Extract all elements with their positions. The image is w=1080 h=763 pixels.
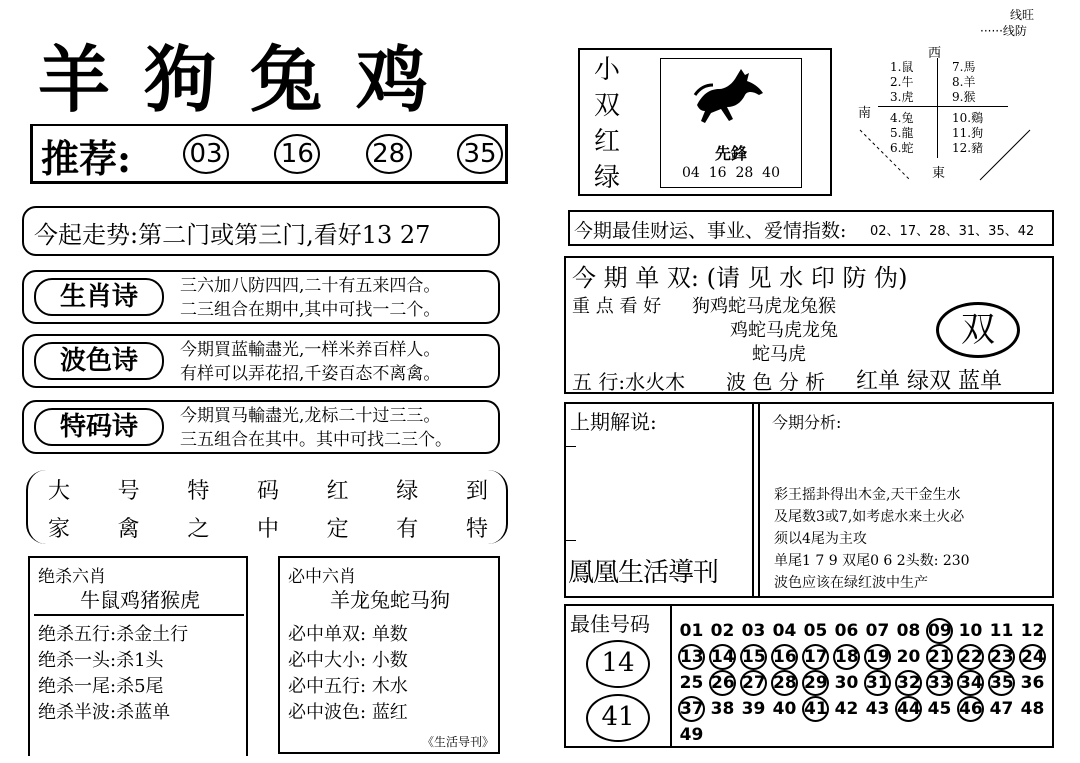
number-cell: 28 xyxy=(771,670,798,696)
number-cell: 42 xyxy=(834,699,859,719)
recommend-number: 16 xyxy=(274,134,320,174)
poem-lines xyxy=(180,274,440,322)
zodiac-item: 5.龍 xyxy=(890,126,914,140)
poem-line: 三五组合在其中。其中可找二三个。 xyxy=(180,430,452,450)
compass-west: 西 xyxy=(928,46,942,61)
zodiac-item: 11.狗 xyxy=(952,126,984,140)
number-cell: 44 xyxy=(895,696,922,722)
number-cell: 19 xyxy=(864,644,891,670)
zodiac-item: 2.牛 xyxy=(890,75,914,89)
slogan-char: 中 xyxy=(256,517,279,542)
must-box xyxy=(278,556,500,754)
number-cell: 30 xyxy=(834,673,859,693)
slogan-char: 号 xyxy=(117,479,140,504)
divider xyxy=(566,540,576,541)
slogan-char: 有 xyxy=(396,517,419,542)
number-cell: 22 xyxy=(957,644,984,670)
xiao-inner xyxy=(660,58,802,188)
analysis-line: 波色应该在绿红波中生产 xyxy=(774,575,928,591)
analysis-text xyxy=(774,484,970,594)
poem-box-special xyxy=(22,400,500,454)
slogan-char: 大 xyxy=(48,479,71,504)
number-cell: 18 xyxy=(833,644,860,670)
recommend-label: 推荐: xyxy=(41,136,132,181)
zodiac-item: 1.鼠 xyxy=(890,60,914,74)
kill-title: 绝杀六肖 xyxy=(38,567,106,587)
must-rows xyxy=(288,622,408,726)
compass xyxy=(840,40,1040,200)
poem-line: 有样可以弄花招,千姿百态不离禽。 xyxy=(180,364,441,384)
fortune-label: 今期最佳财运、事业、爱情指数: xyxy=(574,220,847,242)
number-cell: 14 xyxy=(709,644,736,670)
poem-lines xyxy=(180,404,452,452)
sd-focus-label: 重 点 看 好 xyxy=(572,296,662,317)
number-cell: 41 xyxy=(802,696,829,722)
number-cell: 46 xyxy=(957,696,984,722)
divider xyxy=(34,614,244,616)
number-cell: 15 xyxy=(740,644,767,670)
number-cell: 33 xyxy=(926,670,953,696)
must-footer: 《生活导刊》 xyxy=(421,735,494,749)
analysis-box xyxy=(564,402,1054,598)
recommend-frame xyxy=(30,124,508,184)
must-row: 必中五行: 木水 xyxy=(288,676,408,697)
sd-line2: 鸡蛇马虎龙兔 xyxy=(730,320,838,341)
number-cell: 49 xyxy=(679,725,704,744)
number-cell: 32 xyxy=(895,670,922,696)
number-cell: 09 xyxy=(926,618,953,644)
number-cell: 35 xyxy=(988,670,1015,696)
sd-wave-label: 波 色 分 析 xyxy=(726,370,826,394)
trend-box xyxy=(22,206,500,256)
slogan-char: 禽 xyxy=(117,517,140,542)
number-cell: 04 xyxy=(772,621,797,641)
fortune-box xyxy=(568,210,1054,246)
slogan-char: 红 xyxy=(326,479,349,504)
divider xyxy=(566,446,576,447)
xiao-char: 红 xyxy=(594,127,621,157)
number-cell: 27 xyxy=(740,670,767,696)
sd-line3: 蛇马虎 xyxy=(752,344,806,365)
corner-top2: ······线防 xyxy=(980,24,1027,38)
kill-row: 绝杀一尾:杀5尾 xyxy=(38,676,164,697)
xiao-side xyxy=(594,52,620,196)
compass-diagonals xyxy=(840,40,1040,200)
compass-east: 東 xyxy=(932,166,946,181)
xiao-char: 小 xyxy=(594,55,621,85)
poem-label: 特码诗 xyxy=(34,408,164,446)
trend-text: 今起走势:第二门或第三门,看好13 27 xyxy=(34,221,431,249)
sd-badge: 双 xyxy=(936,302,1020,358)
xiao-caption: 先鋒 xyxy=(714,144,747,163)
number-cell: 05 xyxy=(803,621,828,641)
kill-rows xyxy=(38,622,188,726)
xiao-char: 双 xyxy=(594,91,621,121)
sd-line1: 狗鸡蛇马虎龙兔猴 xyxy=(692,296,836,317)
must-animals: 羊龙兔蛇马狗 xyxy=(330,588,450,612)
zodiac-item: 3.虎 xyxy=(890,90,914,104)
number-cell: 24 xyxy=(1019,644,1046,670)
poem-lines xyxy=(180,338,440,386)
number-cell: 40 xyxy=(772,699,797,719)
number-cell: 37 xyxy=(678,696,705,722)
number-cell: 25 xyxy=(679,673,704,693)
number-cell: 38 xyxy=(710,699,735,719)
slogan-char: 特 xyxy=(465,517,488,542)
number-row xyxy=(676,644,1052,670)
number-cell: 13 xyxy=(678,644,705,670)
xiao-numbers: 04 16 28 40 xyxy=(682,165,780,181)
analysis-line: 彩王摇卦得出木金,天干金生水 xyxy=(774,487,961,503)
kill-row: 绝杀五行:杀金土行 xyxy=(38,624,189,645)
must-row: 必中大小: 小数 xyxy=(288,650,408,671)
zodiac-item: 9.猴 xyxy=(952,90,976,104)
this-label: 今期分析: xyxy=(772,413,842,432)
poem-box-color xyxy=(22,334,500,388)
brand-logo: 鳳凰生活導刊 xyxy=(568,558,719,588)
page-title: 羊狗兔鸡 xyxy=(38,37,463,122)
slogan-frame xyxy=(26,470,508,544)
number-cell: 03 xyxy=(741,621,766,641)
number-cell: 10 xyxy=(958,621,983,641)
number-cell: 29 xyxy=(802,670,829,696)
number-cell: 31 xyxy=(864,670,891,696)
compass-south: 南 xyxy=(858,106,872,121)
divider xyxy=(670,606,672,746)
prev-label: 上期解说: xyxy=(570,410,657,434)
must-title: 必中六肖 xyxy=(288,567,356,587)
number-cell: 26 xyxy=(709,670,736,696)
number-cell: 01 xyxy=(679,621,704,641)
divider xyxy=(752,404,754,596)
number-cell: 06 xyxy=(834,621,859,641)
zodiac-item: 12.豬 xyxy=(952,141,984,155)
zodiac-item: 8.羊 xyxy=(952,75,976,89)
number-cell: 34 xyxy=(957,670,984,696)
number-cell: 08 xyxy=(896,621,921,641)
slogan-char: 码 xyxy=(256,479,279,504)
divider xyxy=(758,404,760,596)
slogan-char: 到 xyxy=(465,479,488,504)
number-cell: 12 xyxy=(1020,621,1045,641)
number-cell: 11 xyxy=(989,621,1014,641)
zodiac-item: 10.鷄 xyxy=(952,111,984,125)
number-cell: 21 xyxy=(926,644,953,670)
best-box xyxy=(564,604,1054,748)
xiao-box xyxy=(578,48,832,196)
poem-line: 今期買蓝輸盡光,一样米养百样人。 xyxy=(180,340,441,360)
number-cell: 47 xyxy=(989,699,1014,719)
number-cell: 45 xyxy=(927,699,952,719)
poem-line: 今期買马輸盡光,龙标二十过三三。 xyxy=(180,406,441,426)
must-row: 必中波色: 蓝红 xyxy=(288,702,408,723)
number-cell: 02 xyxy=(710,621,735,641)
slogan-char: 家 xyxy=(48,517,71,542)
kill-row: 绝杀一头:杀1头 xyxy=(38,650,164,671)
slogan-char: 之 xyxy=(187,517,210,542)
sd-wuxing: 五 行:水火木 xyxy=(572,370,686,394)
analysis-line: 单尾1 7 9 双尾0 6 2头数: 230 xyxy=(774,553,970,569)
recommend-number: 35 xyxy=(457,134,503,174)
best-label: 最佳号码 xyxy=(570,612,650,636)
poem-label: 波色诗 xyxy=(34,342,164,380)
poem-line: 二三组合在期中,其中可找一二个。 xyxy=(180,300,441,320)
number-cell: 39 xyxy=(741,699,766,719)
number-cell: 17 xyxy=(802,644,829,670)
best-pick: 41 xyxy=(586,694,650,742)
slogan-char: 特 xyxy=(187,479,210,504)
analysis-line: 须以4尾为主攻 xyxy=(774,531,867,547)
recommend-numbers xyxy=(183,134,503,174)
best-grid xyxy=(676,618,1052,744)
horse-icon xyxy=(689,65,769,127)
must-row: 必中单双: 单数 xyxy=(288,624,408,645)
recommend-number: 28 xyxy=(366,134,412,174)
zodiac-item: 4.兔 xyxy=(890,111,914,125)
zodiac-item: 7.馬 xyxy=(952,60,976,74)
slogan-row-1 xyxy=(48,474,488,505)
number-row xyxy=(676,696,1052,722)
number-cell: 36 xyxy=(1020,673,1045,693)
best-pick: 14 xyxy=(586,640,650,688)
number-cell: 16 xyxy=(771,644,798,670)
corner-top1: 线旺 xyxy=(1010,8,1035,22)
slogan-char: 绿 xyxy=(396,479,419,504)
analysis-line: 及尾数3或7,如考虑水来土火必 xyxy=(774,509,965,525)
recommend-number: 03 xyxy=(183,134,229,174)
kill-box xyxy=(28,556,248,756)
number-row xyxy=(676,618,1052,644)
sd-waves: 红单 绿双 蓝单 xyxy=(856,369,1002,394)
fortune-numbers: 02、17、28、31、35、42 xyxy=(870,224,1035,239)
number-cell: 20 xyxy=(896,647,921,667)
xiao-char: 绿 xyxy=(594,163,621,193)
single-double-box xyxy=(564,256,1054,394)
number-cell: 43 xyxy=(865,699,890,719)
poem-label: 生肖诗 xyxy=(34,278,164,316)
number-cell: 48 xyxy=(1020,699,1045,719)
number-cell: 07 xyxy=(865,621,890,641)
kill-row: 绝杀半波:杀蓝单 xyxy=(38,702,171,723)
number-row xyxy=(676,670,1052,696)
poem-box-zodiac xyxy=(22,270,500,324)
zodiac-item: 6.蛇 xyxy=(890,141,914,155)
sd-header: 今 期 单 双: (请 见 水 印 防 伪) xyxy=(572,264,908,292)
poem-line: 三六加八防四四,二十有五来四合。 xyxy=(180,276,441,296)
kill-animals: 牛鼠鸡猪猴虎 xyxy=(80,588,200,612)
slogan-char: 定 xyxy=(326,517,349,542)
number-cell: 23 xyxy=(988,644,1015,670)
slogan-row-2 xyxy=(48,512,488,543)
number-row xyxy=(676,722,1052,744)
